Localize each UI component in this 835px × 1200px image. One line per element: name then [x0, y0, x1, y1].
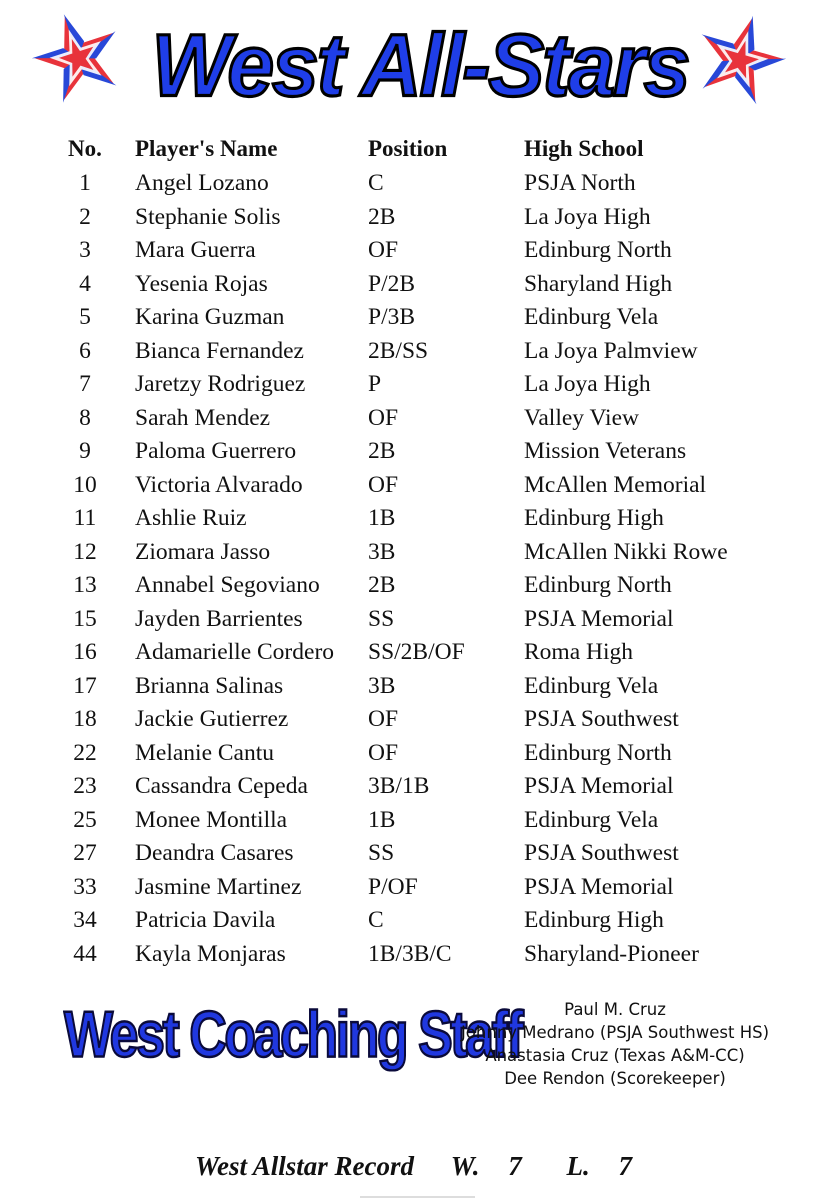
table-row — [0, 568, 835, 602]
player-number: 6 — [79, 337, 91, 364]
player-school: Edinburg North — [524, 237, 672, 263]
player-name: Stephanie Solis — [135, 203, 281, 230]
player-name: Mara Guerra — [135, 237, 256, 263]
player-number: 44 — [73, 940, 97, 967]
player-school: Roma High — [524, 639, 634, 665]
staff-member: Johnny Medrano (PSJA Southwest HS) — [460, 1023, 770, 1042]
table-row — [0, 669, 835, 703]
table-row — [0, 736, 835, 770]
player-name: Angel Lozano — [135, 170, 269, 196]
staff-member: Dee Rendon (Scorekeeper) — [504, 1069, 726, 1088]
player-position: P/2B — [368, 270, 416, 297]
table-row — [0, 166, 835, 200]
table-row — [0, 334, 835, 368]
table-row — [0, 501, 835, 535]
table-row — [0, 769, 835, 803]
player-name: Brianna Salinas — [135, 672, 284, 699]
player-number: 27 — [73, 840, 97, 866]
player-position: 3B — [368, 672, 396, 699]
player-number: 4 — [79, 270, 91, 297]
player-name: Ziomara Jasso — [135, 538, 271, 565]
player-school: Edinburg Vela — [524, 672, 659, 699]
player-name: Adamarielle Cordero — [135, 639, 335, 665]
table-row — [0, 267, 835, 301]
player-number: 34 — [73, 907, 97, 933]
player-school: PSJA Memorial — [524, 605, 674, 632]
player-name: Victoria Alvarado — [135, 471, 303, 498]
player-name: Jaretzy Rodriguez — [135, 371, 306, 397]
player-school: Edinburg High — [524, 505, 664, 531]
player-school: Edinburg Vela — [524, 806, 659, 833]
player-school: Sharyland-Pioneer — [524, 940, 699, 967]
player-position: 3B/1B — [368, 773, 430, 799]
losses-value: 7 — [618, 1151, 633, 1181]
star-icon — [690, 10, 790, 110]
player-number: 23 — [73, 773, 97, 799]
player-name: Jayden Barrientes — [135, 605, 303, 632]
player-school: Valley View — [524, 404, 639, 431]
column-header-school: High School — [524, 136, 644, 161]
player-position: C — [368, 907, 384, 933]
divider — [360, 1196, 475, 1198]
player-school: Edinburg North — [524, 739, 672, 766]
player-name: Monee Montilla — [135, 806, 288, 833]
player-number: 15 — [73, 605, 97, 632]
table-row — [0, 903, 835, 937]
player-school: McAllen Memorial — [524, 471, 707, 498]
table-row — [0, 870, 835, 904]
player-position: SS — [368, 840, 395, 866]
table-row — [0, 300, 835, 334]
column-header-name: Player's Name — [135, 136, 278, 161]
player-name: Jasmine Martinez — [135, 873, 302, 900]
player-name: Cassandra Cepeda — [135, 773, 308, 799]
player-school: Edinburg North — [524, 572, 672, 598]
table-row — [0, 200, 835, 234]
table-row — [0, 367, 835, 401]
table-row — [0, 702, 835, 736]
player-position: 2B — [368, 438, 396, 464]
player-position: OF — [368, 471, 399, 498]
player-number: 17 — [73, 672, 97, 699]
player-name: Deandra Casares — [135, 840, 294, 866]
player-school: PSJA North — [524, 170, 636, 196]
table-row — [0, 937, 835, 971]
page-title: West All-Stars — [151, 15, 689, 115]
table-row — [0, 401, 835, 435]
table-row — [0, 233, 835, 267]
player-position: SS/2B/OF — [368, 639, 465, 665]
table-row — [0, 836, 835, 870]
record-label: West Allstar Record — [195, 1151, 415, 1181]
player-position: P/OF — [368, 873, 418, 900]
column-header-no: No. — [68, 136, 102, 161]
player-number: 3 — [79, 237, 91, 263]
wins-label: W. — [450, 1151, 480, 1181]
team-record — [195, 1146, 632, 1186]
player-name: Ashlie Ruiz — [135, 505, 247, 531]
player-school: La Joya High — [524, 203, 651, 230]
player-position: C — [368, 170, 384, 196]
player-position: 1B/3B/C — [368, 940, 452, 967]
player-school: La Joya High — [524, 371, 651, 397]
player-name: Annabel Segoviano — [135, 572, 320, 598]
star-icon — [28, 8, 128, 108]
player-position: P/3B — [368, 304, 416, 330]
player-position: OF — [368, 237, 399, 263]
player-name: Paloma Guerrero — [135, 438, 297, 464]
player-school: PSJA Memorial — [524, 873, 674, 900]
player-number: 33 — [73, 873, 97, 900]
player-position: OF — [368, 404, 399, 431]
player-name: Sarah Mendez — [135, 404, 271, 431]
player-position: SS — [368, 605, 395, 632]
player-name: Melanie Cantu — [135, 739, 275, 766]
player-position: 2B/SS — [368, 337, 429, 364]
player-school: Sharyland High — [524, 270, 673, 297]
player-position: 2B — [368, 203, 396, 230]
player-number: 18 — [73, 706, 97, 732]
player-school: PSJA Southwest — [524, 840, 679, 866]
table-row — [0, 434, 835, 468]
player-number: 16 — [73, 639, 97, 665]
table-row — [0, 803, 835, 837]
table-body — [0, 166, 835, 970]
player-number: 1 — [79, 170, 91, 196]
wins-value: 7 — [508, 1151, 522, 1181]
player-number: 22 — [73, 739, 97, 766]
player-position: 1B — [368, 806, 396, 833]
losses-label: L. — [566, 1151, 590, 1181]
player-name: Yesenia Rojas — [135, 270, 268, 297]
player-name: Bianca Fernandez — [135, 337, 304, 364]
staff-member: Anastasia Cruz (Texas A&M-CC) — [485, 1046, 745, 1065]
table-row — [0, 468, 835, 502]
roster-table — [0, 132, 835, 970]
coaching-staff-list — [440, 998, 790, 1090]
player-school: McAllen Nikki Rowe — [524, 538, 728, 565]
player-position: OF — [368, 739, 399, 766]
player-school: PSJA Memorial — [524, 773, 674, 799]
player-number: 7 — [79, 371, 91, 397]
player-position: 2B — [368, 572, 396, 598]
player-number: 10 — [73, 471, 97, 498]
column-header-position: Position — [368, 136, 448, 161]
coaching-staff-title: West Coaching Staff — [64, 998, 522, 1072]
player-number: 9 — [79, 438, 91, 464]
player-number: 13 — [73, 572, 97, 598]
player-number: 11 — [73, 505, 97, 531]
player-number: 25 — [73, 806, 97, 833]
player-number: 5 — [79, 304, 91, 330]
player-school: Edinburg High — [524, 907, 664, 933]
player-position: 1B — [368, 505, 396, 531]
table-row — [0, 535, 835, 569]
player-school: PSJA Southwest — [524, 706, 679, 732]
player-number: 8 — [79, 404, 91, 431]
table-header — [0, 132, 835, 166]
staff-member: Paul M. Cruz — [564, 1000, 666, 1019]
table-row — [0, 602, 835, 636]
player-name: Karina Guzman — [135, 304, 285, 330]
player-position: P — [368, 371, 382, 397]
player-position: 3B — [368, 538, 396, 565]
player-school: Edinburg Vela — [524, 304, 659, 330]
table-row — [0, 635, 835, 669]
player-name: Kayla Monjaras — [135, 940, 286, 967]
player-school: La Joya Palmview — [524, 337, 698, 364]
player-number: 12 — [73, 538, 97, 565]
player-number: 2 — [79, 203, 91, 230]
player-school: Mission Veterans — [524, 438, 687, 464]
player-position: OF — [368, 706, 399, 732]
player-name: Jackie Gutierrez — [135, 706, 289, 732]
player-name: Patricia Davila — [135, 907, 276, 933]
